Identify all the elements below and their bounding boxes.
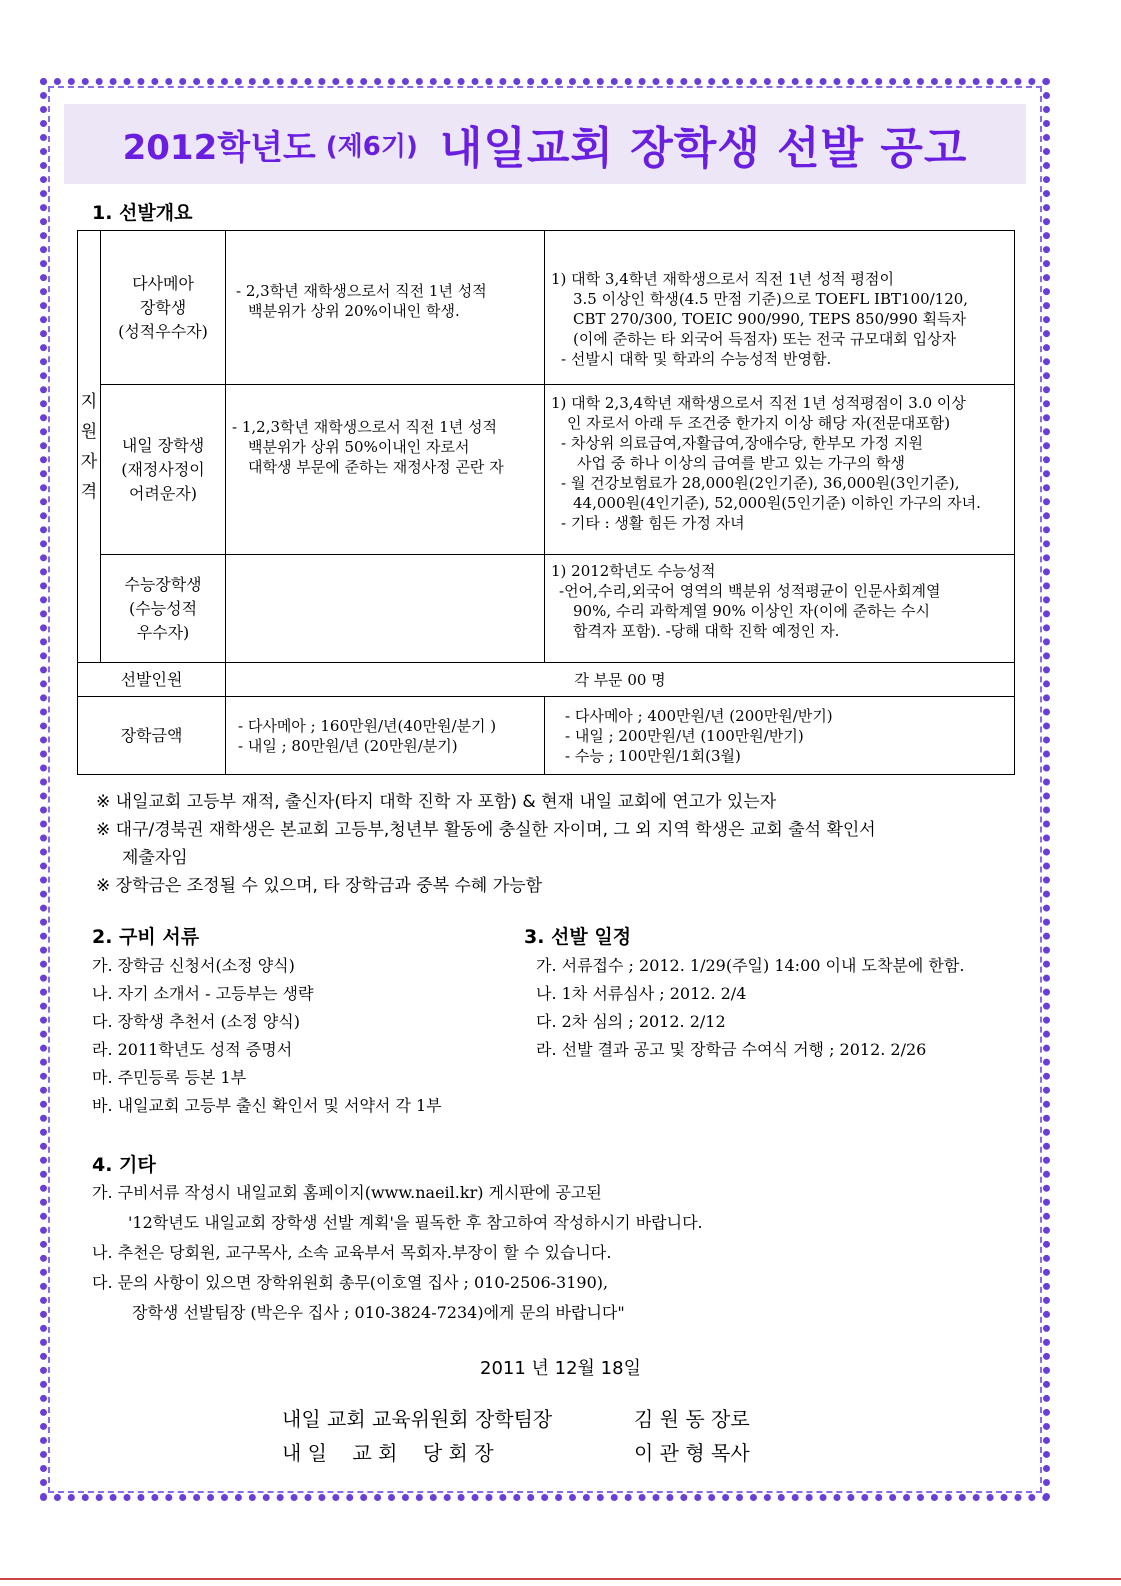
section3-heading: 3. 선발 일정 <box>524 926 632 948</box>
list-item: 가. 서류접수 ; 2012. 1/29(주일) 14:00 이내 도착분에 한함. <box>536 956 965 975</box>
schedule-list <box>536 952 964 1064</box>
section1-heading: 1. 선발개요 <box>92 202 193 224</box>
selection-overview-table <box>77 230 1015 775</box>
notes <box>96 788 876 900</box>
hs-criteria-dasamea: - 2,3학년 재학생으로서 직전 1년 성적 백분위가 상위 20%이내인 학생. <box>226 231 545 385</box>
etc-text: 가. 구비서류 작성시 내일교회 홈페이지(www.naeil.kr) 게시판에 공고된 '12학년도 내일교회 장학생 선발 계획'을 필독한 후 참고하여 작성하시기 바랍니다. 나. 추천은 당회원, 교구목사, 소속 교육부서 목회자.부장이 할 수 있습니다. 다. 문의 사항이 있으면 장학위원회 총무(이호열 집사 ; 010-2506-3190), 장학생 선발팀장 (박은우 집사 ; 010-3824-7234)에게 문의 바랍니다" <box>92 1183 703 1322</box>
title-edition: (제6기) <box>325 131 418 162</box>
signature-line: 내 일 교 회 당 회 장 이 관 형 목사 <box>282 1441 750 1465</box>
page-bottom-line <box>0 1578 1121 1580</box>
qualification-label: 지 원 자 격 <box>78 231 101 663</box>
list-item: 가. 장학금 신청서(소정 양식) <box>92 956 295 975</box>
note-item: ※ 장학금은 조정될 수 있으며, 타 장학금과 중복 수혜 가능함 <box>96 876 542 896</box>
hs-criteria-naeil: - 1,2,3학년 재학생으로서 직전 1년 성적 백분위가 상위 50%이내인 자로서 대학생 부문에 준하는 재정사정 곤란 자 <box>226 385 545 555</box>
univ-criteria-dasamea: 1) 대학 3,4학년 재학생으로서 직전 1년 성적 평점이 3.5 이상인 학생(4.5 만점 기준)으로 TOEFL IBT100/120, CBT 270/300, TOEIC 900/990, TEPS 850/990 획득자 (이에 준하는 타 외국어 득점자) 또는 전국 규모대회 입상자 - 선발시 대학 및 학과의 수능성적 반영함. <box>545 231 1015 385</box>
category-dasamea: 다사메아 장학생 (성적우수자) <box>101 231 226 385</box>
list-item: 다. 2차 심의 ; 2012. 2/12 <box>536 1012 726 1031</box>
list-item: 마. 주민등록 등본 1부 <box>92 1068 247 1087</box>
note-item: 제출자임 <box>122 848 188 868</box>
category-naeil: 내일 장학생 (재정사정이 어려운자) <box>101 385 226 555</box>
amount-univ: - 다사메아 ; 400만원/년 (200만원/반기) - 내일 ; 200만원/년 (100만원/반기) - 수능 ; 100만원/1회(3월) <box>545 697 1015 775</box>
list-item: 라. 선발 결과 공고 및 장학금 수여식 거행 ; 2012. 2/26 <box>536 1040 927 1059</box>
title-main: 내일교회 장학생 선발 공고 <box>439 123 968 174</box>
list-item: 라. 2011학년도 성적 증명서 <box>92 1040 293 1059</box>
univ-criteria-suneung: 1) 2012학년도 수능성적 -언어,수리,외국어 영역의 백분위 성적평균이 인문사회계열 90%, 수리 과학계열 90% 이상인 자(이에 준하는 수시 합격자 포함). -당해 대학 진학 예정인 자. <box>545 555 1015 663</box>
announcement-date: 2011 년 12월 18일 <box>480 1358 641 1379</box>
page-title <box>64 104 1026 184</box>
amount-label: 장학금액 <box>78 697 226 775</box>
section4-heading: 4. 기타 <box>92 1154 156 1176</box>
note-item: ※ 내일교회 고등부 재적, 출신자(타지 대학 진학 자 포함) & 현재 내일 교회에 연고가 있는자 <box>96 792 777 812</box>
amount-hs: - 다사메아 ; 160만원/년(40만원/분기 ) - 내일 ; 80만원/년 (20만원/분기) <box>226 697 545 775</box>
list-item: 나. 1차 서류심사 ; 2012. 2/4 <box>536 984 747 1003</box>
list-item: 다. 장학생 추천서 (소정 양식) <box>92 1012 300 1031</box>
signature-line: 내일 교회 교육위원회 장학팀장 김 원 동 장로 <box>282 1407 750 1431</box>
list-item: 바. 내일교회 고등부 출신 확인서 및 서약서 각 1부 <box>92 1096 442 1115</box>
signatures <box>282 1402 750 1470</box>
hs-criteria-suneung <box>226 555 545 663</box>
univ-criteria-naeil: 1) 대학 2,3,4학년 재학생으로서 직전 1년 성적평점이 3.0 이상 인 자로서 아래 두 조건중 한가지 이상 해당 자(전문대포함) - 차상위 의료급여,자활급여,장애수당, 한부모 가정 지원 사업 중 하나 이상의 급여를 받고 있는 가구의 학생 - 월 건강보험료가 28,000원(2인기준), 36,000원(3인기준), 44,000원(4인기준), 52,000원(5인기준) 이하인 가구의 자녀. - 기타 : 생활 힘든 가정 자녀 <box>545 385 1015 555</box>
title-year: 2012학년도 <box>122 127 316 168</box>
section2-heading: 2. 구비 서류 <box>92 926 200 948</box>
category-suneung: 수능장학생 (수능성적 우수자) <box>101 555 226 663</box>
quota-value: 각 부문 00 명 <box>226 663 1015 697</box>
quota-label: 선발인원 <box>78 663 226 697</box>
list-item: 나. 자기 소개서 - 고등부는 생략 <box>92 984 314 1003</box>
note-item: ※ 대구/경북권 재학생은 본교회 고등부,청년부 활동에 충실한 자이며, 그 외 지역 학생은 교회 출석 확인서 <box>96 820 876 840</box>
documents-list <box>92 952 442 1120</box>
